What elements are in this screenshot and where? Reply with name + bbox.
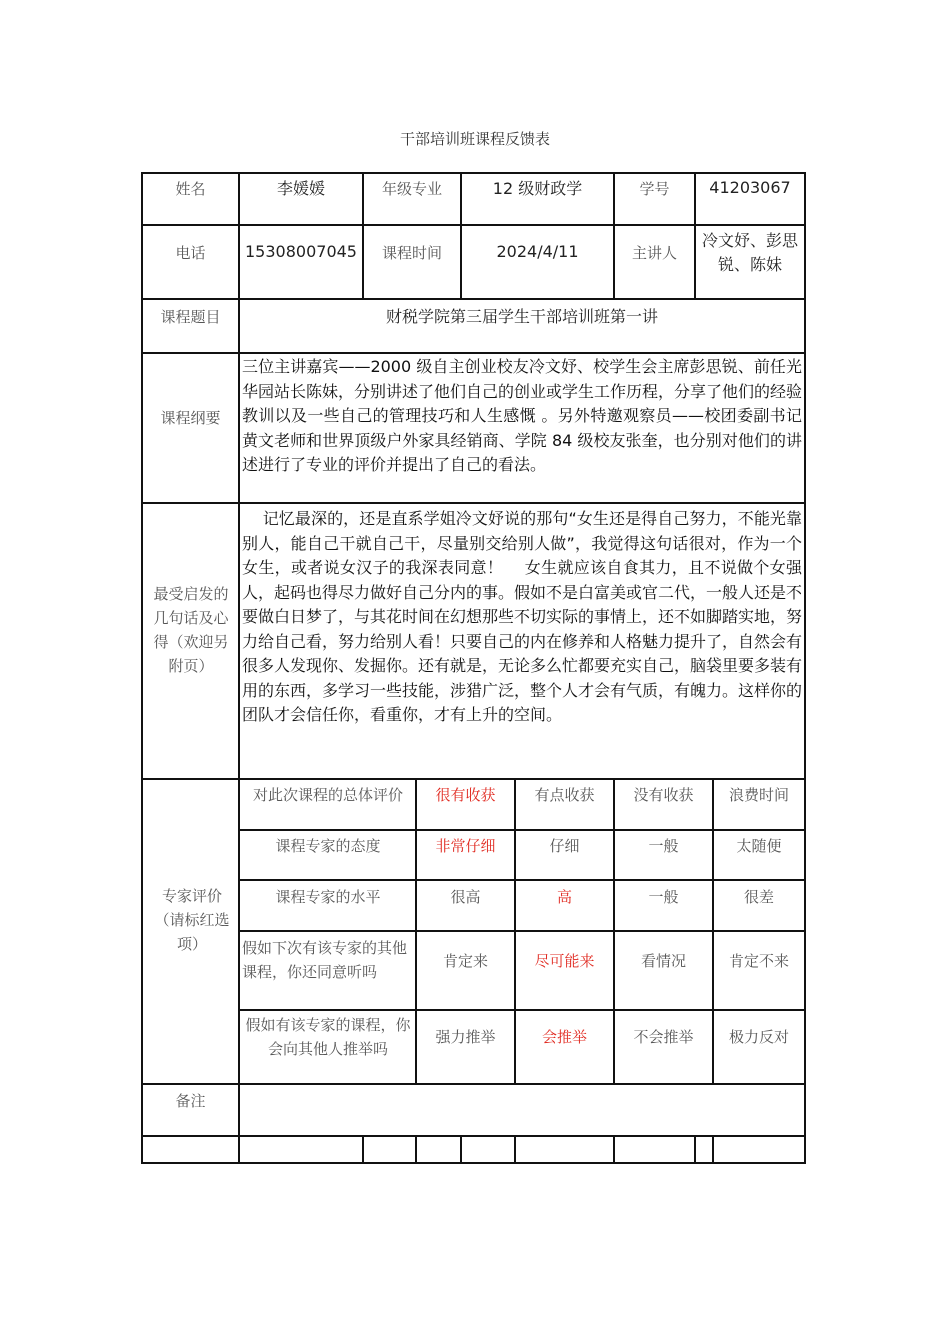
eval-option[interactable]: 强力推举 (435, 1028, 496, 1046)
eval-option[interactable]: 仔细 (549, 837, 580, 855)
insight-text: 记忆最深的，还是直系学姐冷文妤说的那句“女生还是得自己努力，不能光靠别人，能自己干就自己干，尽量别交给别人做”，我觉得这句话很对，作为一个女生，或者说女汉子的我深表同意！ 女生就应该自食其力，且不说做个女强人，起码也得尽力做好自己分内的事。假如不是白富美或官二代，一般人还是不要做白日梦了，与其花时间在幻想那些不切实际的事情上，还不如脚踏实地，努力给自己看，努力给别人看！只要自己的内在修养和人格魅力提升了，自然会有很多人发现你、发掘你。还有就是，无论多么忙都要充实自己，脑袋里要多装有用的东西，多学习一些技能，涉猎广泛，整个人才会有气质，有魄力。这样你的团队才会信任你，看重你，才有上升的空间。 (242, 509, 803, 724)
topic-value: 财税学院第三届学生干部培训班第一讲 (385, 307, 658, 326)
phone-value: 15308007045 (245, 242, 357, 261)
eval-option[interactable]: 会推举 (541, 1028, 587, 1046)
eval-option[interactable]: 很高 (450, 888, 481, 906)
eval-option[interactable]: 一般 (648, 837, 679, 855)
course-time-label: 课程时间 (381, 244, 442, 262)
eval-option[interactable]: 不会推举 (633, 1028, 694, 1046)
phone-label: 电话 (175, 244, 206, 262)
outline-text: 三位主讲嘉宾——2000 级自主创业校友冷文妤、校学生会主席彭思锐、前任光华园站长陈妹，分别讲述了他们自己的创业或学生工作历程，分享了他们的经验教训以及一些自己的管理技巧和人生感慨 。另外特邀观察员——校团委副书记黄文老师和世界顶级户外家具经销商、学院 84 级校友张奎，也分别对他们的讲述进行了专业的评价并提出了自己的看法。 (242, 357, 803, 474)
column-divider (362, 1135, 364, 1164)
eval-option[interactable]: 没有收获 (633, 786, 694, 804)
row-divider (141, 502, 806, 504)
topic-label: 课程题目 (160, 308, 221, 326)
page-title: 干部培训班课程反馈表 (399, 130, 550, 148)
eval-option[interactable]: 肯定来 (442, 952, 488, 970)
grade-label: 年级专业 (381, 180, 442, 198)
eval-option[interactable]: 极力反对 (728, 1028, 789, 1046)
speaker-label: 主讲人 (631, 244, 677, 262)
name-value: 李媛媛 (276, 179, 325, 198)
row-divider (141, 298, 806, 300)
eval-label: 专家评价（请标红选项） (154, 887, 230, 953)
eval-question: 假如下次有该专家的其他课程，你还同意听吗 (242, 939, 408, 981)
student-id-label: 学号 (639, 180, 670, 198)
column-divider (460, 1135, 462, 1164)
column-divider (712, 1135, 714, 1164)
row-divider (239, 1009, 806, 1011)
row-divider (239, 829, 806, 831)
insight-label: 最受启发的几句话及心得（欢迎另附页） (153, 585, 229, 675)
course-time-value: 2024/4/11 (496, 242, 579, 261)
table-border-bottom (141, 1162, 806, 1164)
row-divider (239, 879, 806, 881)
row-divider (239, 930, 806, 932)
eval-option[interactable]: 非常仔细 (435, 837, 496, 855)
eval-option[interactable]: 太随便 (736, 837, 782, 855)
remarks-label: 备注 (175, 1092, 206, 1110)
eval-option[interactable]: 尽可能来 (534, 952, 595, 970)
eval-option[interactable]: 浪费时间 (728, 786, 789, 804)
row-divider (141, 1135, 806, 1137)
table-border-top (141, 172, 806, 174)
eval-option[interactable]: 很差 (743, 888, 774, 906)
row-divider (141, 352, 806, 354)
student-id-value: 41203067 (709, 178, 791, 197)
row-divider (141, 224, 806, 226)
column-divider (514, 1135, 516, 1164)
eval-option[interactable]: 有点收获 (534, 786, 595, 804)
remarks-value[interactable] (240, 1089, 804, 1133)
eval-option[interactable]: 看情况 (640, 952, 686, 970)
table-border-right (804, 172, 806, 1164)
column-divider (694, 1135, 696, 1164)
eval-option[interactable]: 高 (556, 888, 572, 906)
name-label: 姓名 (175, 180, 206, 198)
eval-question: 课程专家的水平 (275, 888, 381, 906)
eval-question: 假如有该专家的课程，你会向其他人推举吗 (245, 1016, 411, 1058)
eval-question: 对此次课程的总体评价 (252, 786, 403, 804)
eval-option[interactable]: 很有收获 (435, 786, 496, 804)
outline-label: 课程纲要 (160, 409, 221, 427)
eval-question: 课程专家的态度 (275, 837, 381, 855)
row-divider (141, 1083, 806, 1085)
column-divider (613, 1135, 615, 1164)
eval-option[interactable]: 肯定不来 (728, 952, 789, 970)
column-divider (415, 1135, 417, 1164)
speaker-value: 冷文妤、彭思锐、陈妹 (701, 231, 798, 274)
grade-value: 12 级财政学 (492, 179, 583, 198)
eval-option[interactable]: 一般 (648, 888, 679, 906)
row-divider (141, 778, 806, 780)
